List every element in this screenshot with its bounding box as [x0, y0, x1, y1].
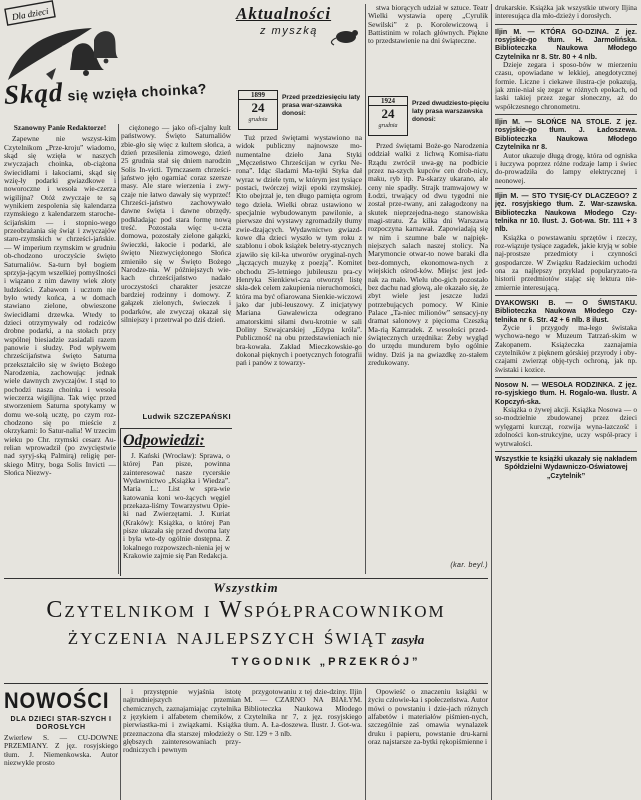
headline-small: się wzięła choinka?	[67, 80, 208, 104]
separator	[495, 114, 637, 115]
date-box-1924	[368, 96, 408, 136]
review-3-text: Książka o powstawaniu sprzętów i rzeczy, roz-wiązuje tysiące zagadek, jakie kryją w sobie naj-prostsze przedmioty i czynności gospodarcze. W Związku Radzieckim uchodzi ona za najlepszy przykład popularyzato-ra historii przedmiotów stając się lektura nie-zmiernie interesującą.	[495, 232, 637, 292]
review-2-text: Autor ukazuje długą drogę, która od ogniska i łuczywa poprzez różne rodzaje lamp i świec do-prowadziła do lampy elektrycznej i neonowej.	[495, 150, 637, 185]
separator	[495, 451, 637, 452]
kicker-1899: Przed przedziesięciu laty prasa war-szawska donosi:	[282, 94, 361, 117]
separator	[495, 24, 637, 25]
date-day: 24	[251, 100, 265, 115]
aktualnosci-1899-text: Tuż przed świętami wystawiono na widok publiczny najnowsze mo-numentalne dzieło Jana Styki „Męczeństwo Chrześcijan w cyrku Ne-rona”. Idąc śladami Ma-tejki Styka dał wyraz w dziele tym, w którym jest tysiące postaci, twórczej wizji epoki rzymskiej. Kto obejrzał je, ten długo pamięta ogrom tego dzieła. Wielki obraz ustawiono w specjalnie wybudowanym pawilonie, a pierwsze dni wystawy zgromadziły tłumy zwie-dzających. Wydawnictwo gwiazd-kowe dla dzieci wyszło w tym roku z szablonu i obok książek beletry-stycznych zjawiło się kil-ka utworów oryginal-nych „łączących muzykę z poezją”. Komitet obchodu 25-letniego jubileuszu pra-cy Henryka Sienkiewi-cza otworzył listę skła-dek celem zakupienia nieruchomości, która ma być ofiarowana Sienkie-wiczowi jako dar jubi-leuszowy. Z inicjatywy Mariana Gawalewicza odegrano amatorskimi siłami dwu-krotnie w sali Doliny Szwajcarskiej „Edypa króla”. Publiczność na obu przedstawieniach nie bra-kowała. Zakład Mieczkowskie-go dokonał pięknych i poetycznych fotografii pań i panów z towarzy-	[236, 134, 362, 368]
aktualnosci-title: Aktualności	[236, 4, 332, 23]
review-1-heading	[495, 28, 637, 61]
greeting-line-3: życzenia najlepszych świąt	[67, 624, 388, 650]
nowosci-text-4: Opowieść o znaczeniu książki w życiu człowie-ka i społeczeństwa. Autor mówi o powstaniu i dzie-jach różnych alfabetów i materiałów piśmien-nych, szczególnie zaś omawia wynalazek druku i papieru, powstanie dru-karni oraz najstarsze za-bytki rękopiśmienne i	[368, 688, 488, 747]
letter-text-part-2: ciężonego — jako ofi-cjalny kult państwowy. Święto Saturnaliów zbie-gło się więc z kultem słońca, a dzień przesilenia zimowego, dzień 25 grudnia stał się dniem narodzin Solis In-victi. Tymczasem chrześci-jaństwo jęło ogarniać coraz szersze masy. Ale stare wierzenia i zwy-czaje nie łatwo dawały się wyprzeć! Chrześci-jaństwo zachowywało dawne święta i dawne obrzędy, podkładając pod stara formę nową treść. Pozostała więc u-czta domowa, pozostały zielone gałązki, świeczki, łakocie i podarki, ale święto Niezwyciężonego Słońca zmieniło się w Święto Bożego Narodze-nia. W późniejszych wie-kach chrześcijaństwo nadało uroczystości charakter jeszcze bardziej rodzinny i domowy. Z gałązek zielonych, świeczek i podarków, ale zwyczaj okazał się silniejszy i przetrwał po dziś dzień.	[121, 124, 231, 324]
column-divider	[118, 124, 119, 574]
date-year: 1924	[369, 97, 407, 106]
nowosci-text-2: i przystępnie wyjaśnia istotę najtrudniejszych przemian chemicznych, zaznajamiając czytelnika z językiem i alfabetem chemików, z pierwiastka-mi i związkami. Książka przeznaczona dla starszej młodzieży o głębszych zainteresowaniach przy-rodniczych i pewnym	[123, 688, 241, 755]
letter-greeting: Szanowny Panie Redaktorze!	[13, 124, 107, 132]
review-3-title: Iljin M. — STO TYSIĘ-CY DLACZEGO? Z jęz. rosyjskiego tłum. Z. War-szawska. Biblioteczka Naukowa Młodego Czy-telnika nr 10. Ilust. J. Got-wa. Str. 111 + 3 nlb.	[495, 191, 637, 234]
answers-box	[120, 428, 232, 576]
aktualnosci-column-1924-top	[368, 4, 488, 90]
column-divider	[365, 688, 366, 800]
date-box-1899	[238, 90, 278, 130]
aktualnosci-1899-continued: stwa biorących udział w sztuce. Teatr Wielki wystawia operę „Cyrulik Sewilski” z p. Korolewiczową i Battistinim w rolach głównych. Piękne to przedstawienie na dni świąteczne.	[368, 4, 488, 46]
separator	[495, 377, 637, 378]
separator	[495, 188, 637, 189]
nowosci-text-1: Zwierlew S. — CU-DOWNE PRZEMIANY. Z jęz. rosyjskiego tłum. J. Niemenkowska. Autor niezwykle prosto	[4, 734, 118, 768]
review-4-heading	[495, 299, 637, 324]
greeting-line-4: TYGODNIK „PRZEKRÓJ”	[231, 656, 421, 668]
answers-title: Odpowiedzi:	[123, 432, 205, 449]
greeting-line-1: Wszystkim	[213, 580, 279, 595]
date-month: grudnia	[378, 123, 398, 129]
review-1-text: Dzieje zegara i sposo-bów w mierzeniu czasu, opowiadane w lekkiej, anegdotycznej formie. Liczne i ciekawe ilustra-cje pokazują, jak zmie-niał się zegar w różnych epokach, od laski takiej przez zegar słoneczny, aż do współczesnego chronometru.	[495, 60, 637, 111]
letter-signature: Ludwik SZCZEPAŃSKI	[142, 412, 231, 421]
greeting-line-3-wrap	[4, 623, 488, 654]
column-divider	[365, 4, 366, 574]
nowosci-column-2	[123, 688, 241, 798]
nowosci-text-3: przygotowaniu z tej dzie-dziny. Iljin M. — CZARNO NA BIAŁYM. Biblioteczka Naukowa Młodego Czytelnika nr 7, z jęz. rosyjskiego tłum. A. Ła-doszewa. Ilustr. J. Got-wa. Str. 129 + 3 nlb.	[244, 688, 362, 738]
date-month: grudnia	[248, 117, 268, 123]
date-day: 24	[381, 106, 395, 121]
date-year: 1899	[239, 91, 277, 100]
review-3-heading	[495, 192, 637, 234]
review-5-text: Książka o żywej akcji. Książka Nosowa — o so-modzielnie zbudowanej przez dzieci wylęgarni kurcząt, rozwija wyna-lazczość i zdolności kon-strukcyjne, uczy współ-pracy i wytrwałości.	[495, 405, 637, 448]
aktualnosci-1924-text: Przed świętami Boże-go Narodzenia oddział walki z lichwą Komisa-riatu Rządu zwrócił uwa-gę na podbicie przez na-szych kupców cen drob-nicy, maku, ryb itp. Pa-skarzy ukarano, ale ceny nie spadły. Strajk tramwajowy w Łodzi, trwający od dwu tygodni nie został prze-rwany, ani załagodzony na skutek nieprzejedna-nego stanowiska magi-stratu. Za kilka dni Warszawa rozpoczyna karnawał. Zapowiadają się w nim i szumne bale w najpięk-niejszych salach naszej stolicy. Na Marymoncie otwar-to nowe baraki dla bez-domnych, ekonomowa-nych z wiejskich ośrod-ków. Miejsc jest jed-nak za mało. Wielu ubo-gich pozostało bez dachu nad głową, ale okazało się, że zbyt wiele jest jeszcze ludzi potrzebujących pomocy. W Kinie Palace „Ta-niec milionów” sensacyj-ny dramat salonowy z pięcioma Czeszką Ma-rią Kamradek. Z wesołości przed-świątecznych urzędnika: Żeby wygląd do urzędu mundurem było ogólnie widny. Dziś ja na gwiazdkę zo-stałem zredukowany.	[368, 142, 488, 367]
review-5-heading	[495, 381, 637, 406]
review-1-title: Iljin M. — KTÓRA GO-DZINA. Z jęz. rosyjskie-go tłum. H. Jarmolińska. Biblioteczka Naukowa Młodego Czytelnika nr 8. Str. 80 + 4 nlb.	[495, 27, 637, 61]
review-4-text: Życie i przygody ma-łego świstaka wychowa-nego w Muzeum Tatrzań-skim w Zakopanem. Książeczka zaznajamia czytelników z pięknem górskiej przyrody i oby-czajami zwierząt obję-tych ochroną, jak np. świstaki i kozice.	[495, 323, 637, 374]
aktualnosci-column-1924	[368, 142, 488, 560]
review-4-title: DYAKOWSKI B. — O ŚWISTAKU. Biblioteczka Naukowa Młodego Czy-telnika nr 6. Str. 42 + 6 nlb. 8 ilust.	[495, 299, 637, 324]
review-2-heading	[495, 118, 637, 151]
column-divider	[491, 4, 492, 800]
greeting-banner	[4, 578, 488, 684]
aktualnosci-signature: (kar. beyl.)	[450, 562, 488, 569]
separator	[495, 295, 637, 296]
book-reviews-column	[495, 4, 637, 798]
column-divider	[120, 688, 121, 800]
greeting-zasyla: zasyła	[391, 632, 425, 647]
headline-big: Skąd	[3, 76, 65, 110]
greeting-line-2: Czytelnikom i Współpracownikom	[46, 597, 446, 623]
publisher-note	[495, 455, 637, 480]
review-continued: drukarskie. Książka jak wszystkie utwory Iljina interesująca dla mło-dzieży i dorosłych.	[495, 4, 637, 21]
nowosci-column-3	[244, 688, 362, 798]
answers-text: J. Kański (Wrocław): Sprawa, o której Pan pisze, powinna zainteresować nasze rycerskie Wydawnictwo „Książka i Wiedza”. Maria L.: List w spra-wie katowania koni wo-żących węgiel przekaza-liśmy Towarzystwu Opie-ki nad Zwierzętami. J. Kuriat (Kraków): Książka, o której Pan pisze ukazała się przed dwoma laty i była wte-dy ogólnie dostępna. Z lokalnego rozpowszech-nienia jej w Krakowie zajmie się Pan Redakcja.	[123, 452, 230, 561]
aktualnosci-subtitle: z myszką	[260, 25, 318, 37]
letter-text-part-1: Zapewne nie wszyst-kim Czytelnikom „Prze-kroju” wiadomo, skąd się wzięła w naszych zwyczajach choinka, ob-ciążona świecidłami i łakociami, skąd się wzię-ły podarki gwiazdkowe i noworoczne i wesoła wie-czerza wigilijna? Otóż zwyczaje te są wynikiem zespolenia się kalendarza rzymskiego z kalendarzem staroche-ścijańskim — i stopnio-wego przeobrażania się świąt i zwyczajów staro-rzymskich w chrześci-jańskie. — W imperium rzymskim w grudniu ob-chodzono uroczyście święto Saturnaliów. Sa-turn był bogiem sprzyja-jącym wszelkiej pomyślności i wiązano z nim dawny wiek złoty ludzkości. Zabawom i ucztom nie było wtedy końca, a w domach stawiano zielone, obwieszone świecidłami drzewka. Wtedy to dzieci otrzymywały od rodziców drobne podarki, a na stołach przy wspólnej biesiadzie zasiadali razem panowie i słudzy. Pod wpływem chrześcijaństwa święto Saturna przekształciło się w święto Bożego Narodzenia, zachowując jednak wiele dawnych zwyczajów. I stąd to pochodzi nasza choinka i wesoła wieczerza wigilijna. Tak więc przed stworzeniem Saturna spotykamy w domu we-sołą ucztę, po czym roz-chodzono się po mieście z okrzykami: Io Satur-nalia! W trzecim wieku po Chr. rzymski cesarz Au-relian wprowadził (po zwycięstwie nad syryj-ską Palmirą) religię per-skiego Mitry, boga Solis Invicti — Słońca Niezwy-	[4, 134, 116, 478]
nowosci-title: NOWOŚCI	[4, 688, 110, 713]
review-5-title: Nosow N. — WESOŁA RODZINKA. Z jęz. ro-syjskiego tłum. H. Rogalo-wa. Ilustr. A Kopczyń-ska.	[495, 381, 637, 406]
review-2-title: Iljin M. — SŁOŃCE NA STOLE. Z jęz. rosyjskie-go tłum. J. Ładoszewa. Biblioteczka Naukowa Młodego Czytelnika nr 8.	[495, 118, 637, 152]
mouse-icon	[330, 24, 366, 46]
letter-column-2	[121, 124, 231, 410]
kicker-1924: Przed dwudziesto-pięciu laty prasa warszawska donosi:	[412, 100, 489, 123]
stamp-text: Dla dzieci	[11, 5, 50, 23]
publisher-note-text: Wszystkie te książki ukazały się nakładem Spółdzielni Wydawniczo-Oświatowej „Czytelnik”	[495, 454, 637, 480]
nowosci-subtitle: DLA DZIECI STAR-SZYCH I DOROSŁYCH	[10, 716, 112, 731]
nowosci-column-1	[4, 734, 118, 798]
nowosci-column-4	[368, 688, 488, 798]
